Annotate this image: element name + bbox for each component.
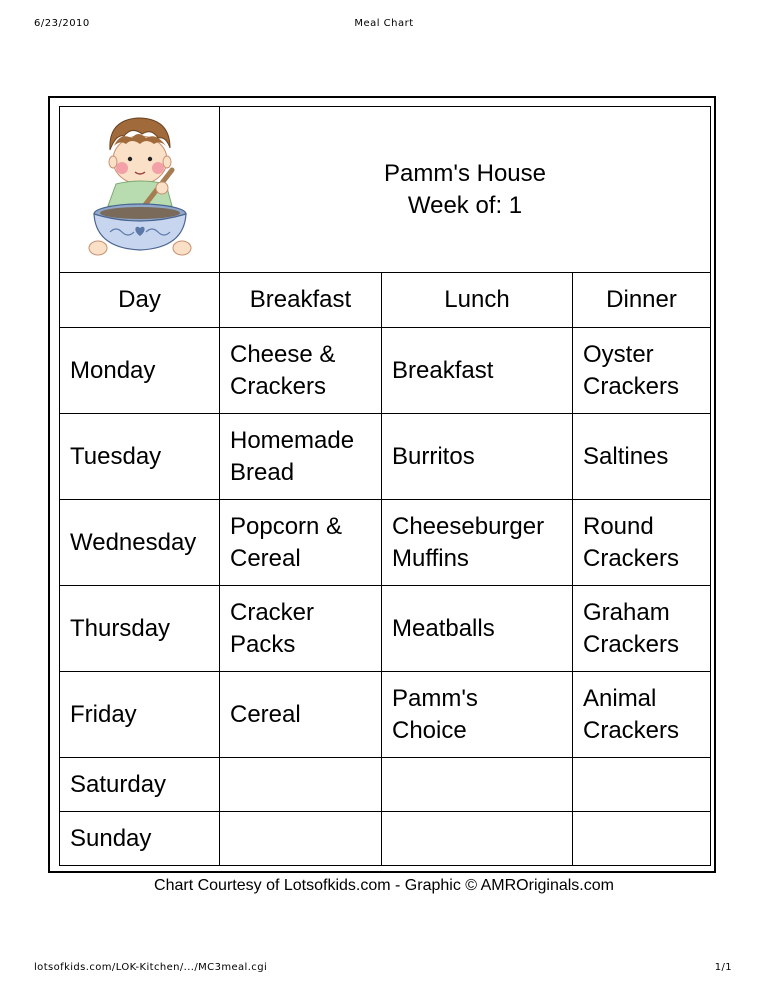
meal-line: Popcorn & [230, 512, 343, 540]
day-cell: Monday [60, 328, 220, 414]
column-header-breakfast: Breakfast [220, 273, 382, 328]
meal-line: Meatballs [392, 614, 495, 642]
breakfast-cell [220, 812, 382, 866]
meal-line: Pamm's [392, 684, 478, 712]
dinner-cell [573, 328, 711, 414]
dinner-cell [573, 500, 711, 586]
chart-week: Week of: 1 [407, 191, 523, 219]
breakfast-cell [220, 672, 382, 758]
meal-line: Cereal [230, 700, 301, 728]
column-header-lunch: Lunch [382, 273, 573, 328]
meal-line: Round [583, 512, 654, 540]
dinner-cell [573, 758, 711, 812]
meal-line: Crackers [583, 716, 680, 744]
print-url: lotsofkids.com/LOK-Kitchen/.../MC3meal.cgi [34, 962, 268, 973]
meal-chart-table [59, 106, 711, 866]
meal-line: Cheese & [230, 340, 336, 368]
print-title: Meal Chart [354, 18, 414, 29]
meal-line: Bread [230, 458, 295, 486]
breakfast-cell [220, 414, 382, 500]
column-header-dinner: Dinner [573, 273, 711, 328]
meal-line: Crackers [583, 372, 680, 400]
lunch-cell [382, 500, 573, 586]
breakfast-cell [220, 586, 382, 672]
meal-line: Muffins [392, 544, 469, 572]
page-number: 1/1 [714, 962, 732, 973]
table-row [60, 414, 711, 500]
meal-line: Packs [230, 630, 296, 658]
meal-line: Burritos [392, 442, 475, 470]
meal-line: Choice [392, 716, 467, 744]
table-row [60, 586, 711, 672]
lunch-cell [382, 414, 573, 500]
lunch-cell [382, 586, 573, 672]
meal-line: Graham [583, 598, 670, 626]
day-cell: Wednesday [60, 500, 220, 586]
breakfast-cell [220, 328, 382, 414]
chart-title-cell [220, 107, 711, 273]
meal-line: Crackers [583, 544, 680, 572]
day-cell: Thursday [60, 586, 220, 672]
title-row [60, 107, 711, 273]
meal-line: Saltines [583, 442, 669, 470]
table-row [60, 812, 711, 866]
day-cell: Tuesday [60, 414, 220, 500]
meal-line: Cereal [230, 544, 301, 572]
chart-credit: Chart Courtesy of Lotsofkids.com - Graphic © AMROriginals.com [154, 877, 614, 894]
meal-line: Animal [583, 684, 657, 712]
meal-line: Breakfast [392, 356, 494, 384]
lunch-cell [382, 672, 573, 758]
dinner-cell [573, 812, 711, 866]
breakfast-cell [220, 758, 382, 812]
meal-line: Oyster [583, 340, 654, 368]
lunch-cell [382, 328, 573, 414]
day-cell: Sunday [60, 812, 220, 866]
meal-line: Cracker [230, 598, 315, 626]
print-date: 6/23/2010 [34, 18, 90, 29]
table-row [60, 328, 711, 414]
lunch-cell [382, 812, 573, 866]
table-row [60, 672, 711, 758]
meal-line: Cheeseburger [392, 512, 545, 540]
chart-title: Pamm's House [384, 159, 546, 187]
dinner-cell [573, 672, 711, 758]
illustration-cell [60, 107, 220, 273]
day-cell: Friday [60, 672, 220, 758]
lunch-cell [382, 758, 573, 812]
dinner-cell [573, 414, 711, 500]
meal-line: Crackers [583, 630, 680, 658]
dinner-cell [573, 586, 711, 672]
meal-line: Homemade [230, 426, 355, 454]
column-header-day: Day [60, 273, 220, 328]
table-row [60, 758, 711, 812]
column-header-row [60, 273, 711, 328]
meal-line: Crackers [230, 372, 327, 400]
table-row [60, 500, 711, 586]
breakfast-cell [220, 500, 382, 586]
child-mixing-bowl-illustration [80, 110, 200, 260]
day-cell: Saturday [60, 758, 220, 812]
